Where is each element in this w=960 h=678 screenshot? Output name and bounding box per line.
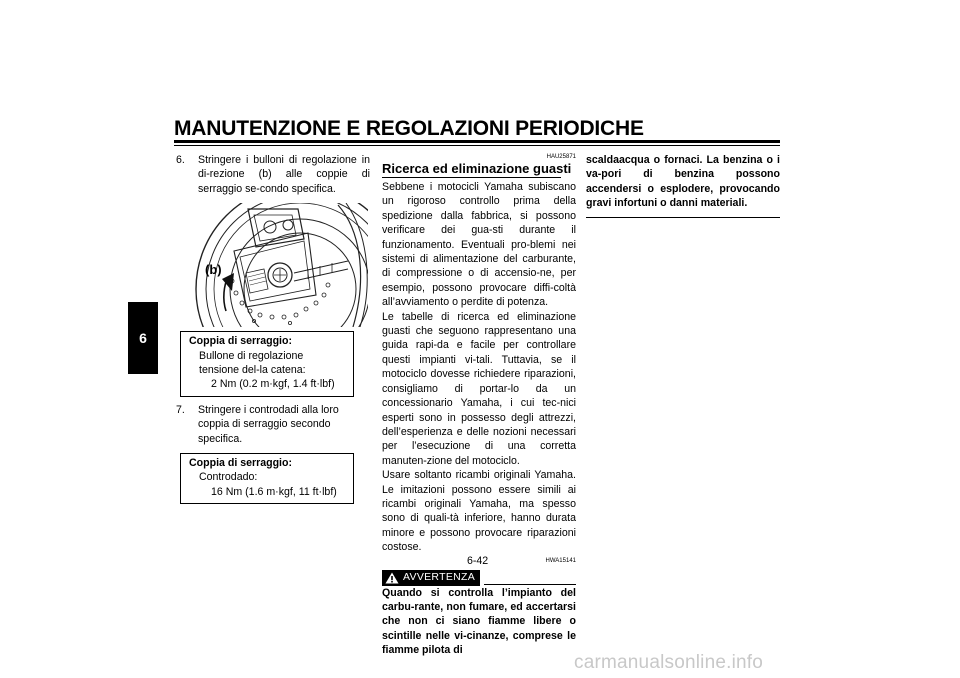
step-text: Stringere i bulloni di regolazione in di-rezione (b) alle coppie di serraggio se-condo specifica.	[198, 154, 370, 195]
step-7	[176, 403, 370, 446]
header-rule	[174, 140, 780, 143]
paragraph: Usare soltanto ricambi originali Yamaha. Le imitazioni possono essere simili ai ricambi originali Yamaha, ma spesso sono di quali-tà inferiore, hanno durata minore e possono provocare riparazioni costose.	[382, 469, 576, 554]
page-title: MANUTENZIONE E REGOLAZIONI PERIODICHE	[174, 117, 644, 140]
page-number: 6-42	[467, 555, 489, 567]
column-right	[586, 153, 780, 218]
section-rule	[382, 177, 561, 178]
warning-code: HWA15141	[545, 557, 576, 564]
spec-value: 2 Nm (0.2 m·kgf, 1.4 ft·lbf)	[211, 378, 335, 391]
warning-label: AVVERTENZA	[403, 571, 476, 584]
column-middle	[382, 153, 576, 658]
step-text: Stringere i controdadi alla loro coppia di serraggio secondo specifica.	[198, 403, 339, 445]
watermark: carmanualsonline.info	[574, 652, 764, 673]
warning-badge	[382, 570, 480, 586]
step-number: 6.	[176, 154, 185, 166]
warning-text: Quando si controlla l’impianto del carbu-rante, non fumare, ed accertarsi che non ci siano fiamme libere o scintille nelle vi-cinanze, comprese le fiamme pilota di	[382, 586, 576, 657]
spec-item: Controdado:	[199, 471, 258, 484]
section-title: Ricerca ed eliminazione guasti	[382, 161, 572, 176]
paragraph: Le tabelle di ricerca ed eliminazione guasti che seguono rappresentano una guida rapi-da e facile per controllare questi impianti vi-tali. Tuttavia, se il motociclo dovesse richiedere riparazioni, consigliamo di portar-lo da un concessionario Yamaha, i cui tec-nici esperti sono in possesso degli attrezzi, dell’esperienza e delle nozioni necessari per l’esecuzione di una corretta manuten-zione del motociclo.	[382, 310, 576, 467]
spec-value: 16 Nm (1.6 m·kgf, 11 ft·lbf)	[211, 485, 337, 498]
paragraph: Sebbene i motocicli Yamaha subiscano un rigoroso controllo prima della spedizione dalla fabbrica, si possono verificare dei gua-sti durante il funzionamento. Eventuali pro-blemi nei sistemi di alimentazione del carburante, di compressione o di accensio-ne, per esempio, possono provocare diffi-coltà all’avviamento o perdite di potenza.	[382, 181, 576, 309]
spec-title: Coppia di serraggio:	[189, 457, 293, 470]
warning-rule	[484, 584, 576, 585]
section-code: HAU25871	[546, 154, 576, 160]
header-rule-thin	[174, 145, 780, 146]
spec-item: Bullone di regolazione tensione del-la catena:	[199, 349, 306, 377]
spec-title: Coppia di serraggio:	[189, 335, 293, 348]
figure-label-b: (b)	[205, 262, 222, 278]
step-number: 7.	[176, 403, 185, 416]
torque-spec-box-2	[180, 453, 354, 504]
warning-text-continued: scaldaacqua o fornaci. La benzina o i va-pori di benzina possono accendersi o esplodere, provocando gravi infortuni o danni materiali.	[586, 154, 780, 210]
step-6	[176, 153, 370, 196]
chapter-tab: 6	[128, 302, 158, 374]
warning-header	[382, 567, 576, 586]
column-left	[176, 153, 370, 510]
wheel-figure	[188, 203, 368, 327]
warning-end-rule	[586, 211, 780, 218]
torque-spec-box	[180, 331, 354, 397]
warning-triangle-icon	[385, 572, 399, 584]
